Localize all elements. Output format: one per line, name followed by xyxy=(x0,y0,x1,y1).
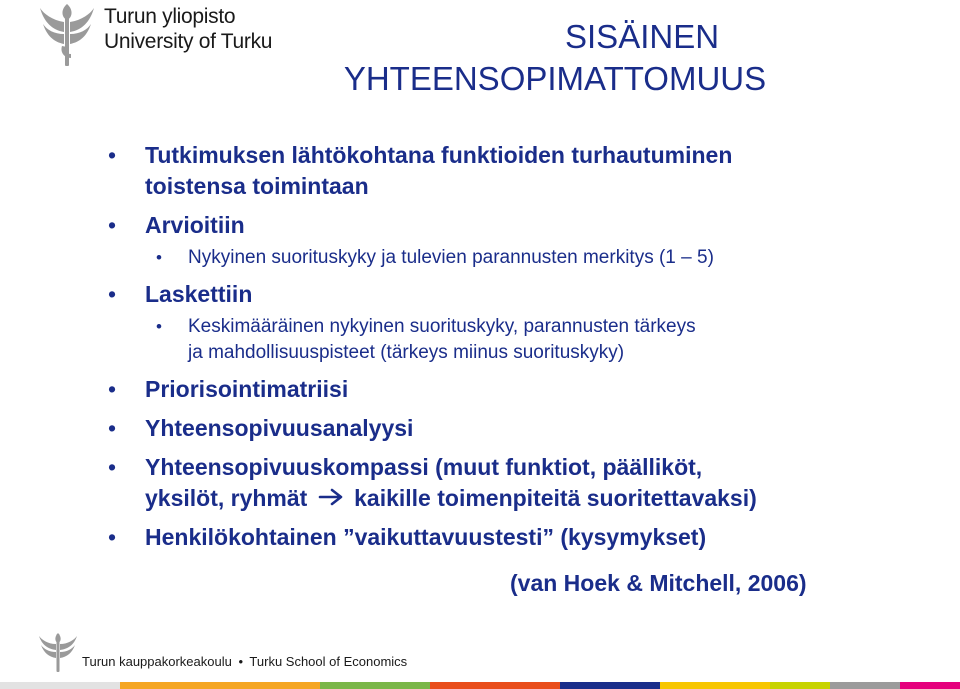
sub-bullet-item xyxy=(147,245,926,271)
strip-segment xyxy=(560,682,660,689)
sub-bullet-list xyxy=(145,314,926,366)
slide-title-line1: SISÄINEN xyxy=(565,18,720,55)
sub-bullet-text-cont: ja mahdollisuuspisteet (tärkeys miinus suorituskyky) xyxy=(188,342,625,363)
bullet-text: Tutkimuksen lähtökohtana funktioiden turhautuminen xyxy=(145,142,733,168)
citation: (van Hoek & Mitchell, 2006) xyxy=(510,570,807,596)
bullet-text: Yhteensopivuusanalyysi xyxy=(145,415,414,441)
bullet-text-cont-b: kaikille toimenpiteitä suoritettavaksi) xyxy=(354,485,757,511)
strip-segment xyxy=(0,682,120,689)
slide-title xyxy=(275,16,835,100)
footer-color-strip xyxy=(0,682,960,689)
sub-bullet-list xyxy=(145,245,926,271)
bullet-item xyxy=(106,210,926,271)
strip-segment xyxy=(900,682,960,689)
bullet-text-cont-a: yksilöt, ryhmät xyxy=(145,485,308,511)
university-name-en: University of Turku xyxy=(104,30,273,53)
bullet-item xyxy=(106,452,926,514)
bullet-item xyxy=(106,140,926,202)
bullet-list xyxy=(106,140,926,561)
sub-bullet-text: Keskimääräinen nykyinen suorituskyky, parannusten tärkeys xyxy=(188,316,696,337)
footer-school-fi: Turun kauppakorkeakoulu xyxy=(82,654,232,669)
sub-bullet-text: Nykyinen suorituskyky ja tulevien parannusten merkitys (1 – 5) xyxy=(188,247,714,268)
strip-segment xyxy=(770,682,830,689)
strip-segment xyxy=(320,682,430,689)
bullet-text: Henkilökohtainen ”vaikuttavuustesti” (kysymykset) xyxy=(145,524,707,550)
strip-segment xyxy=(120,682,320,689)
footer xyxy=(82,654,407,669)
bullet-text: Priorisointimatriisi xyxy=(145,376,349,402)
bullet-text: Yhteensopivuuskompassi (muut funktiot, päälliköt, xyxy=(145,454,703,480)
university-logo xyxy=(38,0,278,70)
university-name xyxy=(104,4,272,54)
footer-separator: • xyxy=(238,654,244,669)
sub-bullet-item xyxy=(147,314,926,366)
bullet-item xyxy=(106,413,926,444)
bullet-item xyxy=(106,279,926,366)
footer-school-en: Turku School of Economics xyxy=(249,654,408,669)
bullet-item xyxy=(106,522,926,553)
bullet-item xyxy=(106,374,926,405)
torch-wings-emblem-icon xyxy=(38,2,96,68)
university-name-fi: Turun yliopisto xyxy=(104,5,236,28)
bullet-text: Laskettiin xyxy=(145,281,253,307)
footer-emblem-icon xyxy=(38,632,78,674)
bullet-text: Arvioitiin xyxy=(145,212,245,238)
strip-segment xyxy=(430,682,560,689)
strip-segment xyxy=(660,682,770,689)
slide-title-line2: YHTEENSOPIMATTOMUUS xyxy=(343,60,767,97)
bullet-text-cont: toistensa toimintaan xyxy=(145,173,369,199)
arrow-right-icon xyxy=(318,488,344,506)
strip-segment xyxy=(830,682,900,689)
